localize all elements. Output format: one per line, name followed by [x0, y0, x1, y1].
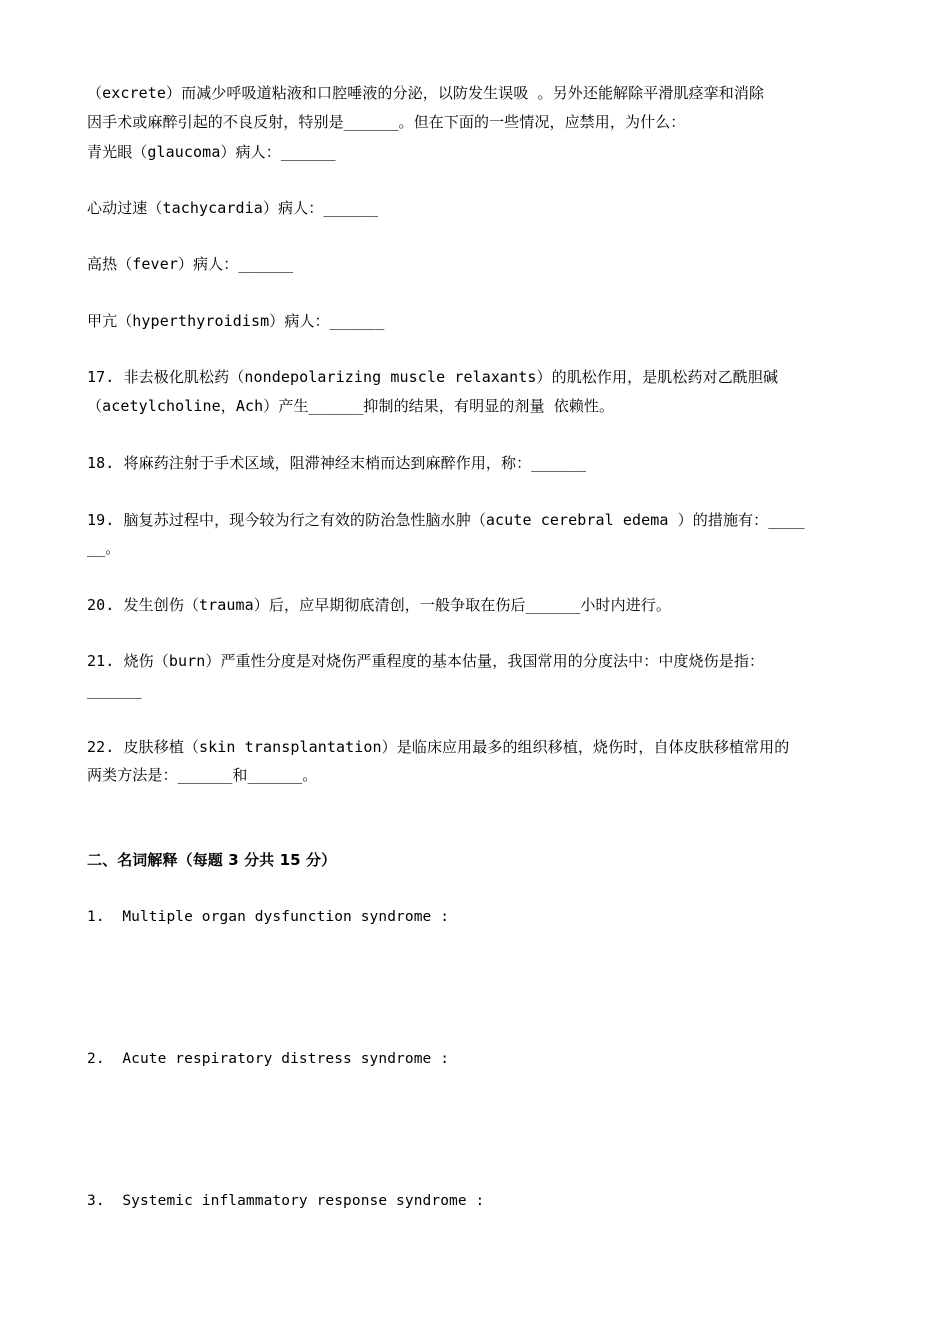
- tachycardia-item: 心动过速（tachycardia）病人：______: [87, 199, 379, 217]
- question-19-line-2: __。: [87, 539, 121, 557]
- question-22-line-2: 两类方法是：______和______。: [87, 766, 318, 784]
- glaucoma-item: 青光眼（glaucoma）病人：______: [87, 143, 336, 161]
- question-20: 20. 发生创伤（trauma）后，应早期彻底清创，一般争取在伤后______小时内进行。: [87, 596, 671, 614]
- term-1: 1. Multiple organ dysfunction syndrome :: [87, 909, 450, 925]
- question-21-line-2: ______: [87, 681, 142, 699]
- question-17-line-2: （acetylcholine，Ach）产生______抑制的结果，有明显的剂量 依赖性。: [87, 397, 615, 415]
- fever-item: 高热（fever）病人：______: [87, 255, 294, 273]
- question-22-line-1: 22. 皮肤移植（skin transplantation）是临床应用最多的组织移植，烧伤时，自体皮肤移植常用的: [87, 738, 790, 756]
- question-19-line-1: 19. 脑复苏过程中，现今较为行之有效的防治急性脑水肿（acute cerebral edema ）的措施有：____: [87, 511, 805, 529]
- continuation-line-2: 因手术或麻醉引起的不良反射，特别是______。但在下面的一些情况，应禁用，为什么：: [87, 113, 686, 131]
- hyperthyroidism-item: 甲亢（hyperthyroidism）病人：______: [87, 312, 385, 330]
- term-2: 2. Acute respiratory distress syndrome :: [87, 1051, 450, 1067]
- section-2-heading: 二、名词解释（每题 3 分共 15 分）: [87, 851, 337, 869]
- question-18: 18. 将麻药注射于手术区域，阻滞神经末梢而达到麻醉作用，称：______: [87, 454, 587, 472]
- question-21-line-1: 21. 烧伤（burn）严重性分度是对烧伤严重程度的基本估量，我国常用的分度法中：中度烧伤是指：: [87, 652, 765, 670]
- question-17-line-1: 17. 非去极化肌松药（nondepolarizing muscle relaxants）的肌松作用，是肌松药对乙酰胆碱: [87, 368, 779, 386]
- continuation-line-1: （excrete）而减少呼吸道粘液和口腔唾液的分泌，以防发生误吸 。另外还能解除平滑肌痉挛和消除: [87, 84, 765, 102]
- term-3: 3. Systemic inflammatory response syndrome :: [87, 1193, 485, 1209]
